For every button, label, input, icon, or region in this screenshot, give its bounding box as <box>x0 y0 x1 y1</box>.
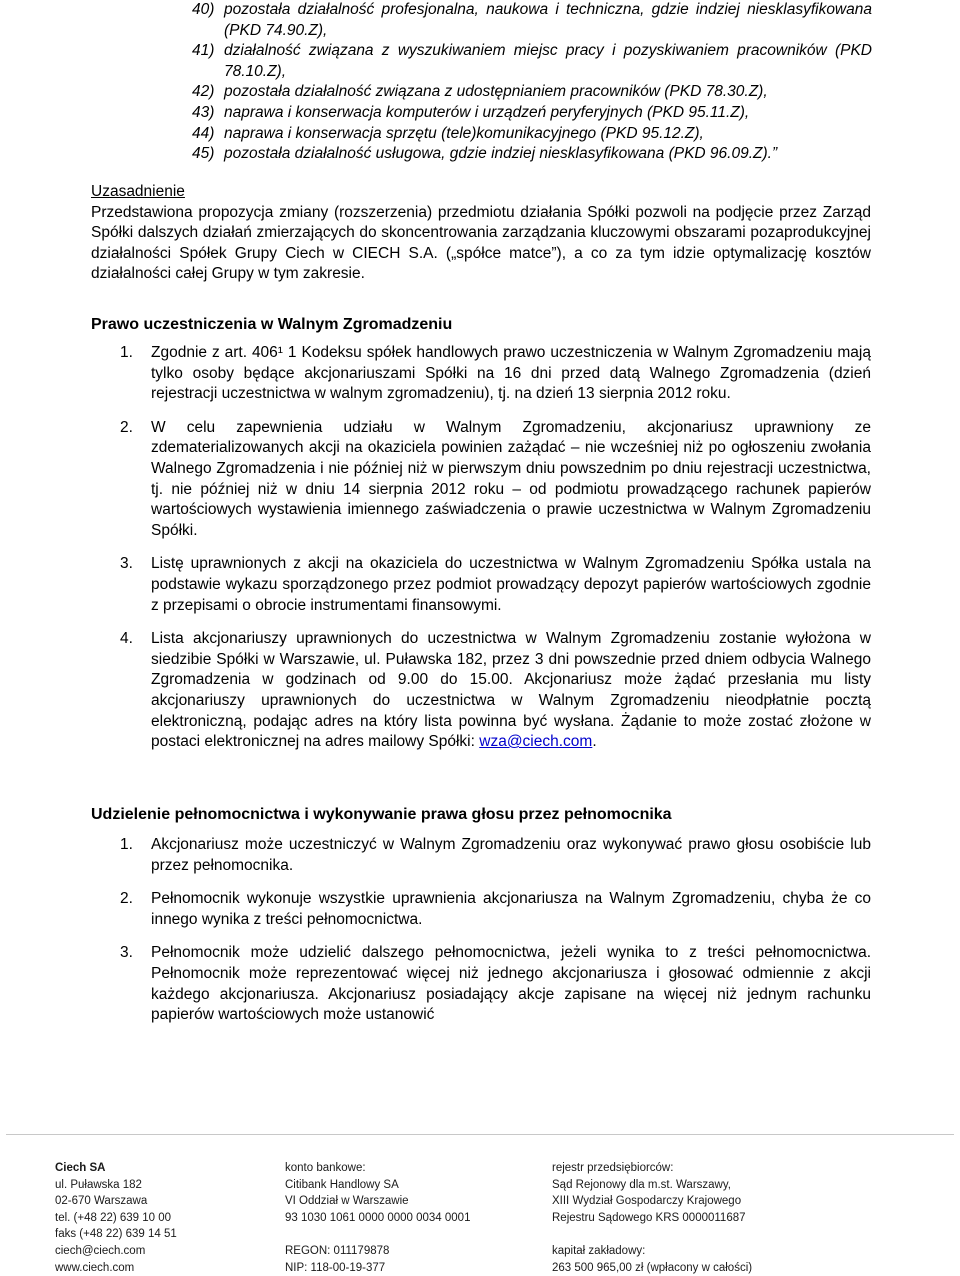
footer-phone: tel. (+48 22) 639 10 00 <box>55 1211 172 1224</box>
list-item-text: W celu zapewnienia udziału w Walnym Zgromadzeniu, akcjonariusz uprawniony ze zdematerializowanych akcji na okaziciela powinien zażądać – nie wcześniej niż po ogłoszeniu zwołania Walnego Zgromadzenia i nie później niż w pierwszym dniu powszednim po dniu rejestracji uczestnictwa, tj. nie później niż w dniu 14 sierpnia 2012 roku – od podmiotu prowadzącego rachunek papierów wartościowych wystawienia imiennego zaświadczenia o prawie uczestnictwa w Walnym Zgromadzeniu Spółki. <box>151 418 871 539</box>
list-item-number: 41) <box>192 42 215 60</box>
list-item-number: 3. <box>120 944 133 962</box>
list-item-number: 42) <box>192 83 215 101</box>
list-item-number: 44) <box>192 124 215 142</box>
list-item-text: Pełnomocnik może udzielić dalszego pełnomocnictwa, jeżeli wynika to z treści pełnomocnictwa. Pełnomocnik może reprezentować więcej niż jednego akcjonariusza i głosować odmiennie z akcji każdego akcjonariusza. Akcjonariusz posiadający akcje zapisane na więcej niż jednym rachunku papierów wartościowych może ustanowić <box>151 944 871 1024</box>
list-item-text: Akcjonariusz może uczestniczyć w Walnym Zgromadzeniu oraz wykonywać prawo głosu osobiście lub przez pełnomocnika. <box>151 836 871 874</box>
footer-company-name: Ciech SA <box>55 1162 106 1174</box>
list-item <box>120 629 871 753</box>
proxy-list <box>120 835 871 1039</box>
footer-company-column <box>55 1160 177 1276</box>
list-item-number: 2. <box>120 418 133 436</box>
footer-street: ul. Puławska 182 <box>55 1178 142 1191</box>
list-item <box>192 0 872 41</box>
footer-register-label: rejestr przedsiębiorców: <box>552 1162 674 1174</box>
footer-capital-value: 263 500 965,00 zł (wpłacony w całości) <box>552 1261 753 1274</box>
list-item <box>192 82 872 103</box>
participation-list <box>120 343 871 766</box>
footer-capital-label: kapitał zakładowy: <box>552 1244 646 1257</box>
footer-divider <box>6 1134 954 1135</box>
footer-regon: REGON: 011179878 <box>285 1244 390 1257</box>
list-item <box>120 889 871 930</box>
list-item <box>120 835 871 876</box>
list-item-text: Zgodnie z art. 406¹ 1 Kodeksu spółek handlowych prawo uczestniczenia w Walnym Zgromadzeniu mają tylko osoby będące akcjonariuszami Spółki na 16 dni przed datą Walnego Zgromadzenia (dzień rejestracji uczestnictwa w walnym zgromadzeniu), tj. na dzień 13 sierpnia 2012 roku. <box>151 344 871 403</box>
justification-heading: Uzasadnienie <box>91 183 185 200</box>
list-item <box>192 144 872 165</box>
footer-bank-name: Citibank Handlowy SA <box>285 1178 399 1191</box>
list-item <box>120 343 871 405</box>
list-item <box>120 418 871 542</box>
participation-heading: Prawo uczestniczenia w Walnym Zgromadzeniu <box>91 316 453 333</box>
list-item-text: Listę uprawnionych z akcji na okaziciela do uczestnictwa w Walnym Zgromadzeniu Spółka ustala na podstawie wykazu sporządzonego przez podmiot prowadzący depozyt papierów wartościowych zgodnie z przepisami o obrocie instrumentami finansowymi. <box>151 555 871 614</box>
list-item-number: 3. <box>120 555 133 573</box>
footer-website[interactable]: www.ciech.com <box>55 1261 135 1274</box>
list-item-text <box>151 629 871 753</box>
list-item-text-tail: . <box>592 733 597 751</box>
company-email-link[interactable]: wza@ciech.com <box>479 733 593 751</box>
footer-register-krs: Rejestru Sądowego KRS 0000011687 <box>552 1211 746 1224</box>
footer-register-court: Sąd Rejonowy dla m.st. Warszawy, <box>552 1178 731 1191</box>
list-item-text: pozostała działalność usługowa, gdzie indziej niesklasyfikowana (PKD 96.09.Z).” <box>224 145 778 163</box>
list-item-text: działalność związana z wyszukiwaniem miejsc pracy i pozyskiwaniem pracowników (PKD 78.10.Z), <box>224 42 872 80</box>
footer-spacer <box>552 1226 752 1243</box>
list-item <box>192 124 872 145</box>
footer-bank-label: konto bankowe: <box>285 1162 366 1174</box>
footer-email[interactable]: ciech@ciech.com <box>55 1244 146 1257</box>
footer-nip: NIP: 118-00-19-377 <box>285 1261 386 1274</box>
footer-bank-column <box>285 1160 470 1276</box>
justification-section <box>91 182 871 285</box>
activity-list <box>192 0 872 165</box>
list-item-number: 4. <box>120 630 133 648</box>
footer-bank-account: 93 1030 1061 0000 0000 0034 0001 <box>285 1211 471 1224</box>
footer-spacer <box>285 1226 470 1243</box>
list-item <box>192 103 872 124</box>
proxy-heading: Udzielenie pełnomocnictwa i wykonywanie prawa głosu przez pełnomocnika <box>91 806 672 823</box>
list-item-text-body: Lista akcjonariuszy uprawnionych do uczestnictwa w Walnym Zgromadzeniu zostanie wyłożona w siedzibie Spółki w Warszawie, ul. Puławska 182, przez 3 dni powszednie przed dniem odbycia Walnego Zgromadzenia w godzinach od 9.00 do 15.00. Akcjonariusz może żądać przesłania mu listy akcjonariuszy uprawnionych do uczestnictwa w Walnym Zgromadzeniu nieodpłatnie pocztą elektroniczną, podając adres na który lista powinna być wysłana. Żądanie to może zostać złożone w postaci elektronicznej na adres mailowy Spółki: <box>151 630 871 751</box>
list-item-text: Pełnomocnik wykonuje wszystkie uprawnienia akcjonariusza na Walnym Zgromadzeniu, chyba że co innego wynika z treści pełnomocnictwa. <box>151 890 871 928</box>
footer-fax: faks (+48 22) 639 14 51 <box>55 1228 177 1241</box>
list-item-text: pozostała działalność związana z udostępnianiem pracowników (PKD 78.30.Z), <box>224 83 768 101</box>
list-item <box>120 943 871 1025</box>
list-item <box>120 554 871 616</box>
list-item-text: pozostała działalność profesjonalna, naukowa i techniczna, gdzie indziej niesklasyfikowana (PKD 74.90.Z), <box>224 1 872 39</box>
list-item-number: 45) <box>192 145 215 163</box>
footer-register-column <box>552 1160 752 1276</box>
list-item-number: 1. <box>120 344 133 361</box>
list-item-text: naprawa i konserwacja sprzętu (tele)komunikacyjnego (PKD 95.12.Z), <box>224 124 704 142</box>
list-item-text: naprawa i konserwacja komputerów i urządzeń peryferyjnych (PKD 95.11.Z), <box>224 103 750 121</box>
list-item-number: 40) <box>192 1 215 18</box>
footer-register-dept: XIII Wydział Gospodarczy Krajowego <box>552 1195 742 1208</box>
footer-city: 02-670 Warszawa <box>55 1195 148 1208</box>
justification-body: Przedstawiona propozycja zmiany (rozszerzenia) przedmiotu działania Spółki pozwoli na podjęcie przez Zarząd Spółki dalszych działań zmierzających do skoncentrowania zarządzania kluczowymi obszarami pozaprodukcyjnej działalności Spółek Grupy Ciech w CIECH S.A. („spółce matce”), a co za tym idzie optymalizację kosztów działalności całej Grupy w tym zakresie. <box>91 203 871 283</box>
footer-bank-branch: VI Oddział w Warszawie <box>285 1195 409 1208</box>
list-item <box>192 41 872 82</box>
list-item-number: 2. <box>120 890 133 908</box>
list-item-number: 43) <box>192 103 215 121</box>
list-item-number: 1. <box>120 836 133 853</box>
